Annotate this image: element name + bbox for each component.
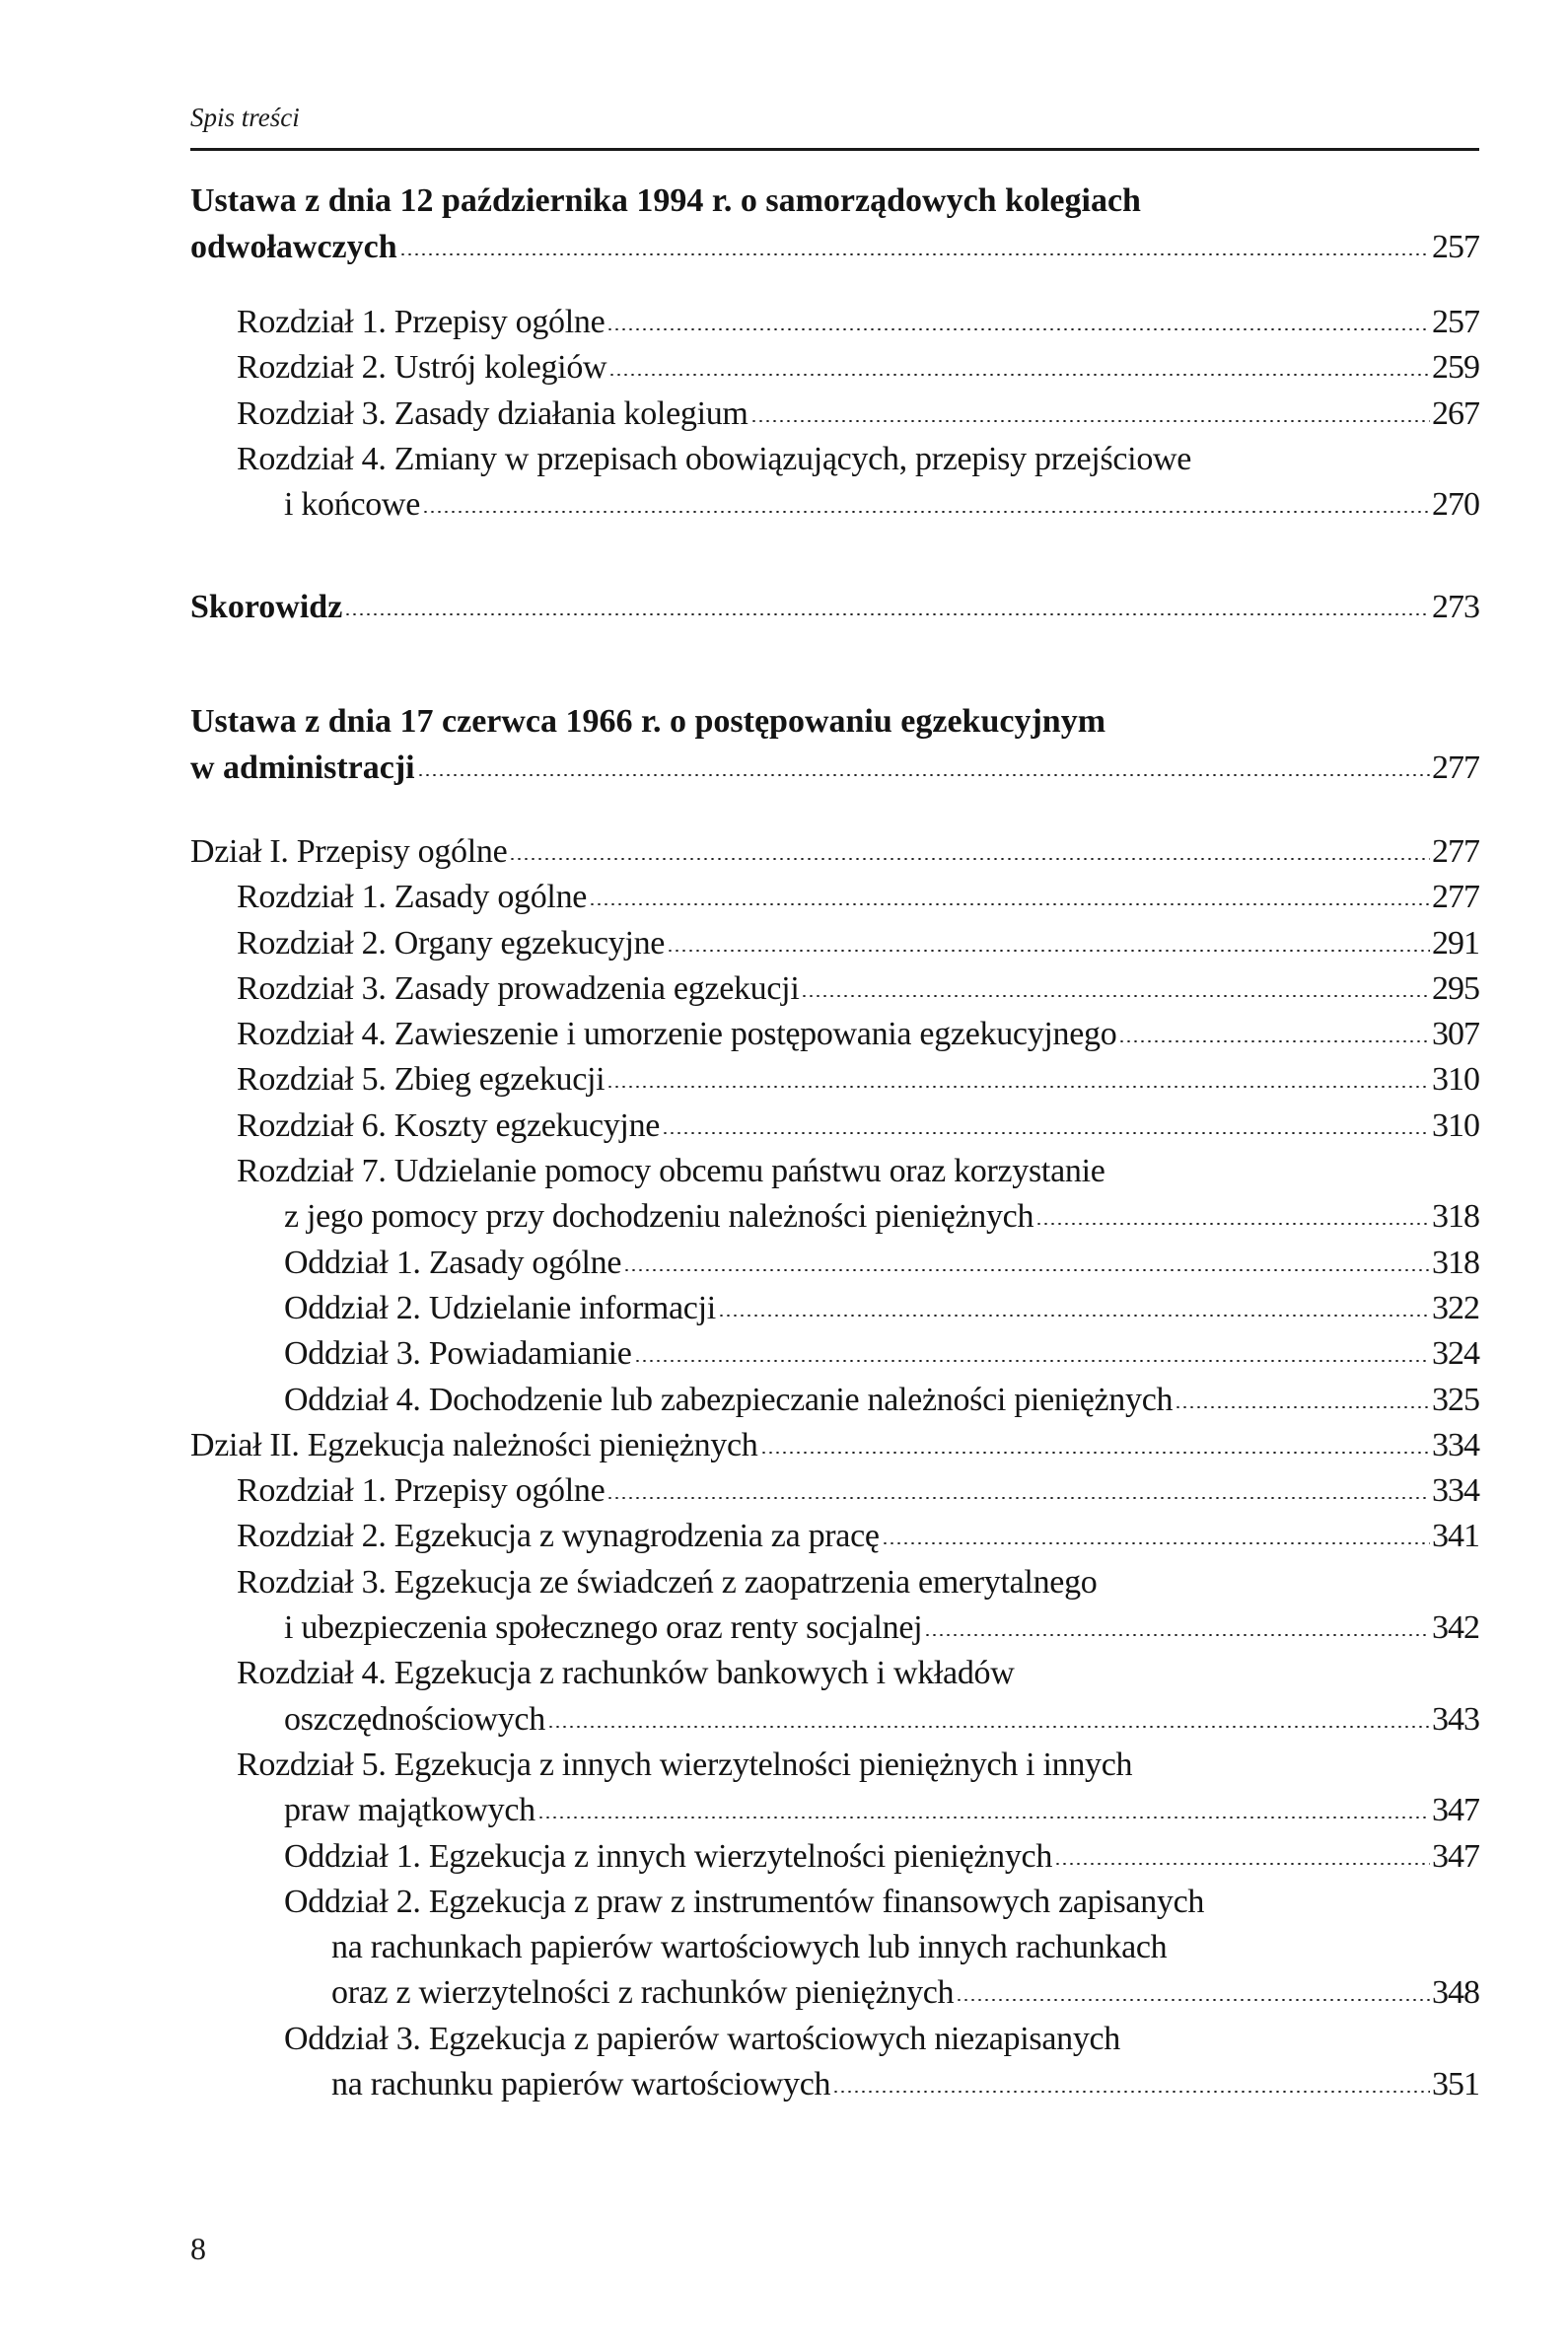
- toc-entry-cont[interactable]: [190, 1925, 1479, 1970]
- toc-title: Ustawa z dnia 12 października 1994 r. o samorządowych kolegiach: [190, 182, 1141, 219]
- toc-entry[interactable]: [190, 1012, 1479, 1057]
- running-head: Spis treści: [190, 103, 300, 132]
- page-number: 267: [1432, 394, 1479, 432]
- page-number: 325: [1432, 1381, 1479, 1418]
- entry-label: Rozdział 6. Koszty egzekucyjne: [237, 1106, 661, 1144]
- page-number: 347: [1432, 1837, 1479, 1875]
- entry-label: Oddział 2. Egzekucja z praw z instrumentów finansowych zapisanych: [284, 1883, 1205, 1920]
- entry-label-cont: i końcowe: [284, 486, 420, 524]
- toc-title-cont: odwoławczych: [190, 229, 397, 265]
- dot-leader: [399, 253, 1430, 255]
- page-number: 277: [1432, 879, 1479, 916]
- page-number: 334: [1432, 1472, 1479, 1510]
- entry-label: Rozdział 5. Egzekucja z innych wierzytelności pieniężnych i innych: [237, 1746, 1133, 1783]
- dot-leader: [882, 1542, 1430, 1544]
- header-rule: [190, 148, 1479, 151]
- entry-label: Rozdział 3. Egzekucja ze świadczeń z zaopatrzenia emerytalnego: [237, 1563, 1098, 1601]
- entry-label-cont: na rachunku papierów wartościowych: [331, 2066, 831, 2103]
- page-number: 270: [1432, 486, 1479, 524]
- entry-label: Skorowidz: [190, 589, 343, 625]
- page-number: 351: [1432, 2066, 1479, 2103]
- dot-leader: [606, 328, 1430, 330]
- toc-title-cont: w administracji: [190, 749, 415, 786]
- dot-leader: [623, 1269, 1430, 1271]
- entry-label: Oddział 4. Dochodzenie lub zabezpieczanie należności pieniężnych: [284, 1381, 1174, 1418]
- dot-leader: [1175, 1406, 1430, 1408]
- page-number: 343: [1432, 1700, 1479, 1738]
- toc-section-2: [190, 698, 1479, 791]
- toc-entry[interactable]: [190, 921, 1479, 966]
- dot-leader: [606, 1086, 1430, 1088]
- toc-entry[interactable]: [190, 966, 1479, 1012]
- entry-label: Oddział 1. Egzekucja z innych wierzytelności pieniężnych: [284, 1837, 1053, 1875]
- entry-label: Rozdział 2. Ustrój kolegiów: [237, 349, 607, 387]
- dot-leader: [634, 1360, 1430, 1362]
- toc-entry[interactable]: [190, 1468, 1479, 1514]
- dot-leader: [1054, 1863, 1430, 1865]
- dot-leader: [924, 1634, 1430, 1636]
- page-number: 348: [1432, 1974, 1479, 2012]
- page-number: 277: [1432, 749, 1479, 786]
- entry-label: Rozdział 1. Zasady ogólne: [237, 879, 588, 916]
- toc-entry[interactable]: [190, 1514, 1479, 1559]
- dot-leader: [1118, 1040, 1430, 1042]
- toc-entry[interactable]: [190, 437, 1479, 482]
- entry-label: Oddział 1. Zasady ogólne: [284, 1244, 622, 1281]
- page-number: 277: [1432, 833, 1479, 870]
- toc-entry-cont[interactable]: [190, 1788, 1479, 1833]
- toc-entry[interactable]: [190, 1104, 1479, 1149]
- entry-label: Oddział 3. Powiadamianie: [284, 1335, 632, 1373]
- page-number: 310: [1432, 1106, 1479, 1144]
- entry-label-cont: oszczędnościowych: [284, 1700, 545, 1738]
- dot-leader: [509, 858, 1430, 860]
- page-number: 347: [1432, 1792, 1479, 1829]
- dot-leader: [417, 774, 1430, 776]
- dot-leader: [547, 1726, 1430, 1728]
- entry-label-cont: oraz z wierzytelności z rachunków pieniężnych: [331, 1974, 955, 2012]
- toc-entry[interactable]: [190, 1423, 1479, 1468]
- toc-entry[interactable]: [190, 1560, 1479, 1605]
- entry-label: Rozdział 5. Zbieg egzekucji: [237, 1061, 606, 1099]
- page-number: 273: [1432, 589, 1479, 625]
- entry-label: Oddział 3. Egzekucja z papierów wartościowych niezapisanych: [284, 2020, 1121, 2057]
- page-number: 341: [1432, 1518, 1479, 1555]
- dot-leader: [718, 1315, 1430, 1317]
- entry-label: Dział II. Egzekucja należności pieniężnych: [190, 1426, 758, 1463]
- dot-leader: [1035, 1223, 1430, 1225]
- entry-label: Rozdział 3. Zasady działania kolegium: [237, 394, 748, 432]
- page-number: 342: [1432, 1609, 1479, 1647]
- entry-label-cont: i ubezpieczenia społecznego oraz renty socjalnej: [284, 1609, 923, 1647]
- dot-leader: [606, 1497, 1430, 1499]
- entry-label: Dział I. Przepisy ogólne: [190, 833, 508, 870]
- page-number: 259: [1432, 349, 1479, 387]
- toc-entry-cont[interactable]: [190, 482, 1479, 528]
- page-number: 295: [1432, 969, 1479, 1007]
- page-number: 307: [1432, 1016, 1479, 1053]
- entry-label-cont: z jego pomocy przy dochodzeniu należności pieniężnych: [284, 1198, 1034, 1236]
- toc-title-line: [190, 698, 1479, 745]
- entry-label: Rozdział 2. Organy egzekucyjne: [237, 924, 666, 962]
- entry-label: Rozdział 4. Zawieszenie i umorzenie postępowania egzekucyjnego: [237, 1016, 1117, 1053]
- page-number: 257: [1432, 304, 1479, 340]
- toc-section-1-entries: [190, 300, 1479, 528]
- entry-label: Rozdział 4. Egzekucja z rachunków bankowych i wkładów: [237, 1655, 1015, 1692]
- toc-entry[interactable]: [190, 345, 1479, 391]
- toc-entry[interactable]: [190, 1880, 1479, 1925]
- page-number: 334: [1432, 1426, 1479, 1463]
- dot-leader: [956, 1999, 1430, 2001]
- entry-label: Rozdział 1. Przepisy ogólne: [237, 1472, 606, 1510]
- toc-entry[interactable]: [190, 300, 1479, 345]
- toc-entry-cont[interactable]: [190, 2062, 1479, 2107]
- entry-label: Rozdział 7. Udzielanie pomocy obcemu państwu oraz korzystanie: [237, 1153, 1105, 1190]
- dot-leader: [667, 950, 1430, 952]
- dot-leader: [537, 1817, 1430, 1818]
- entry-label: Rozdział 2. Egzekucja z wynagrodzenia za pracę: [237, 1518, 880, 1555]
- page-number: 318: [1432, 1198, 1479, 1236]
- page-number-footer: 8: [190, 2231, 206, 2266]
- toc-entry[interactable]: [190, 2017, 1479, 2062]
- dot-leader: [832, 2091, 1430, 2093]
- toc-section-2-entries: [190, 829, 1479, 2107]
- toc-entry-cont[interactable]: [190, 1697, 1479, 1743]
- page-number: 291: [1432, 924, 1479, 962]
- dot-leader: [750, 420, 1430, 422]
- page-number: 318: [1432, 1244, 1479, 1281]
- toc-entry[interactable]: [190, 584, 1479, 630]
- toc-entry[interactable]: [190, 1331, 1479, 1377]
- page-number: 257: [1432, 229, 1479, 265]
- dot-leader: [801, 995, 1430, 997]
- toc-entry[interactable]: [190, 875, 1479, 920]
- toc-entry[interactable]: [190, 1241, 1479, 1286]
- entry-label-cont: praw majątkowych: [284, 1792, 535, 1829]
- dot-leader: [344, 613, 1430, 615]
- toc-entry[interactable]: [190, 829, 1479, 875]
- toc-entry[interactable]: [190, 1834, 1479, 1880]
- toc-entry-cont[interactable]: [190, 1970, 1479, 2016]
- toc-index: [190, 584, 1479, 630]
- toc-section-1: [190, 178, 1479, 270]
- entry-label-cont: na rachunkach papierów wartościowych lub innych rachunkach: [331, 1929, 1168, 1966]
- dot-leader: [589, 903, 1430, 905]
- entry-label: Rozdział 3. Zasady prowadzenia egzekucji: [237, 969, 800, 1007]
- entry-label: Oddział 2. Udzielanie informacji: [284, 1289, 716, 1326]
- toc-title: Ustawa z dnia 17 czerwca 1966 r. o postępowaniu egzekucyjnym: [190, 703, 1106, 740]
- page-number: 322: [1432, 1289, 1479, 1326]
- entry-label: Rozdział 1. Przepisy ogólne: [237, 304, 606, 340]
- dot-leader: [760, 1452, 1431, 1454]
- page-number: 310: [1432, 1061, 1479, 1099]
- toc-entry[interactable]: [190, 1057, 1479, 1103]
- toc-entry[interactable]: [190, 1378, 1479, 1423]
- toc-title-line: [190, 178, 1479, 224]
- toc-entry[interactable]: [190, 745, 1479, 791]
- toc-entry[interactable]: [190, 1743, 1479, 1788]
- toc-entry[interactable]: [190, 392, 1479, 437]
- toc-entry[interactable]: [190, 224, 1479, 270]
- page-number: 324: [1432, 1335, 1479, 1373]
- toc-entry-cont[interactable]: [190, 1605, 1479, 1651]
- toc-entry[interactable]: [190, 1286, 1479, 1331]
- toc-entry-cont[interactable]: [190, 1194, 1479, 1240]
- entry-label: Rozdział 4. Zmiany w przepisach obowiązujących, przepisy przejściowe: [237, 440, 1192, 477]
- toc-entry[interactable]: [190, 1651, 1479, 1696]
- toc-entry[interactable]: [190, 1149, 1479, 1194]
- dot-leader: [422, 511, 1430, 513]
- dot-leader: [608, 374, 1430, 376]
- dot-leader: [662, 1132, 1430, 1134]
